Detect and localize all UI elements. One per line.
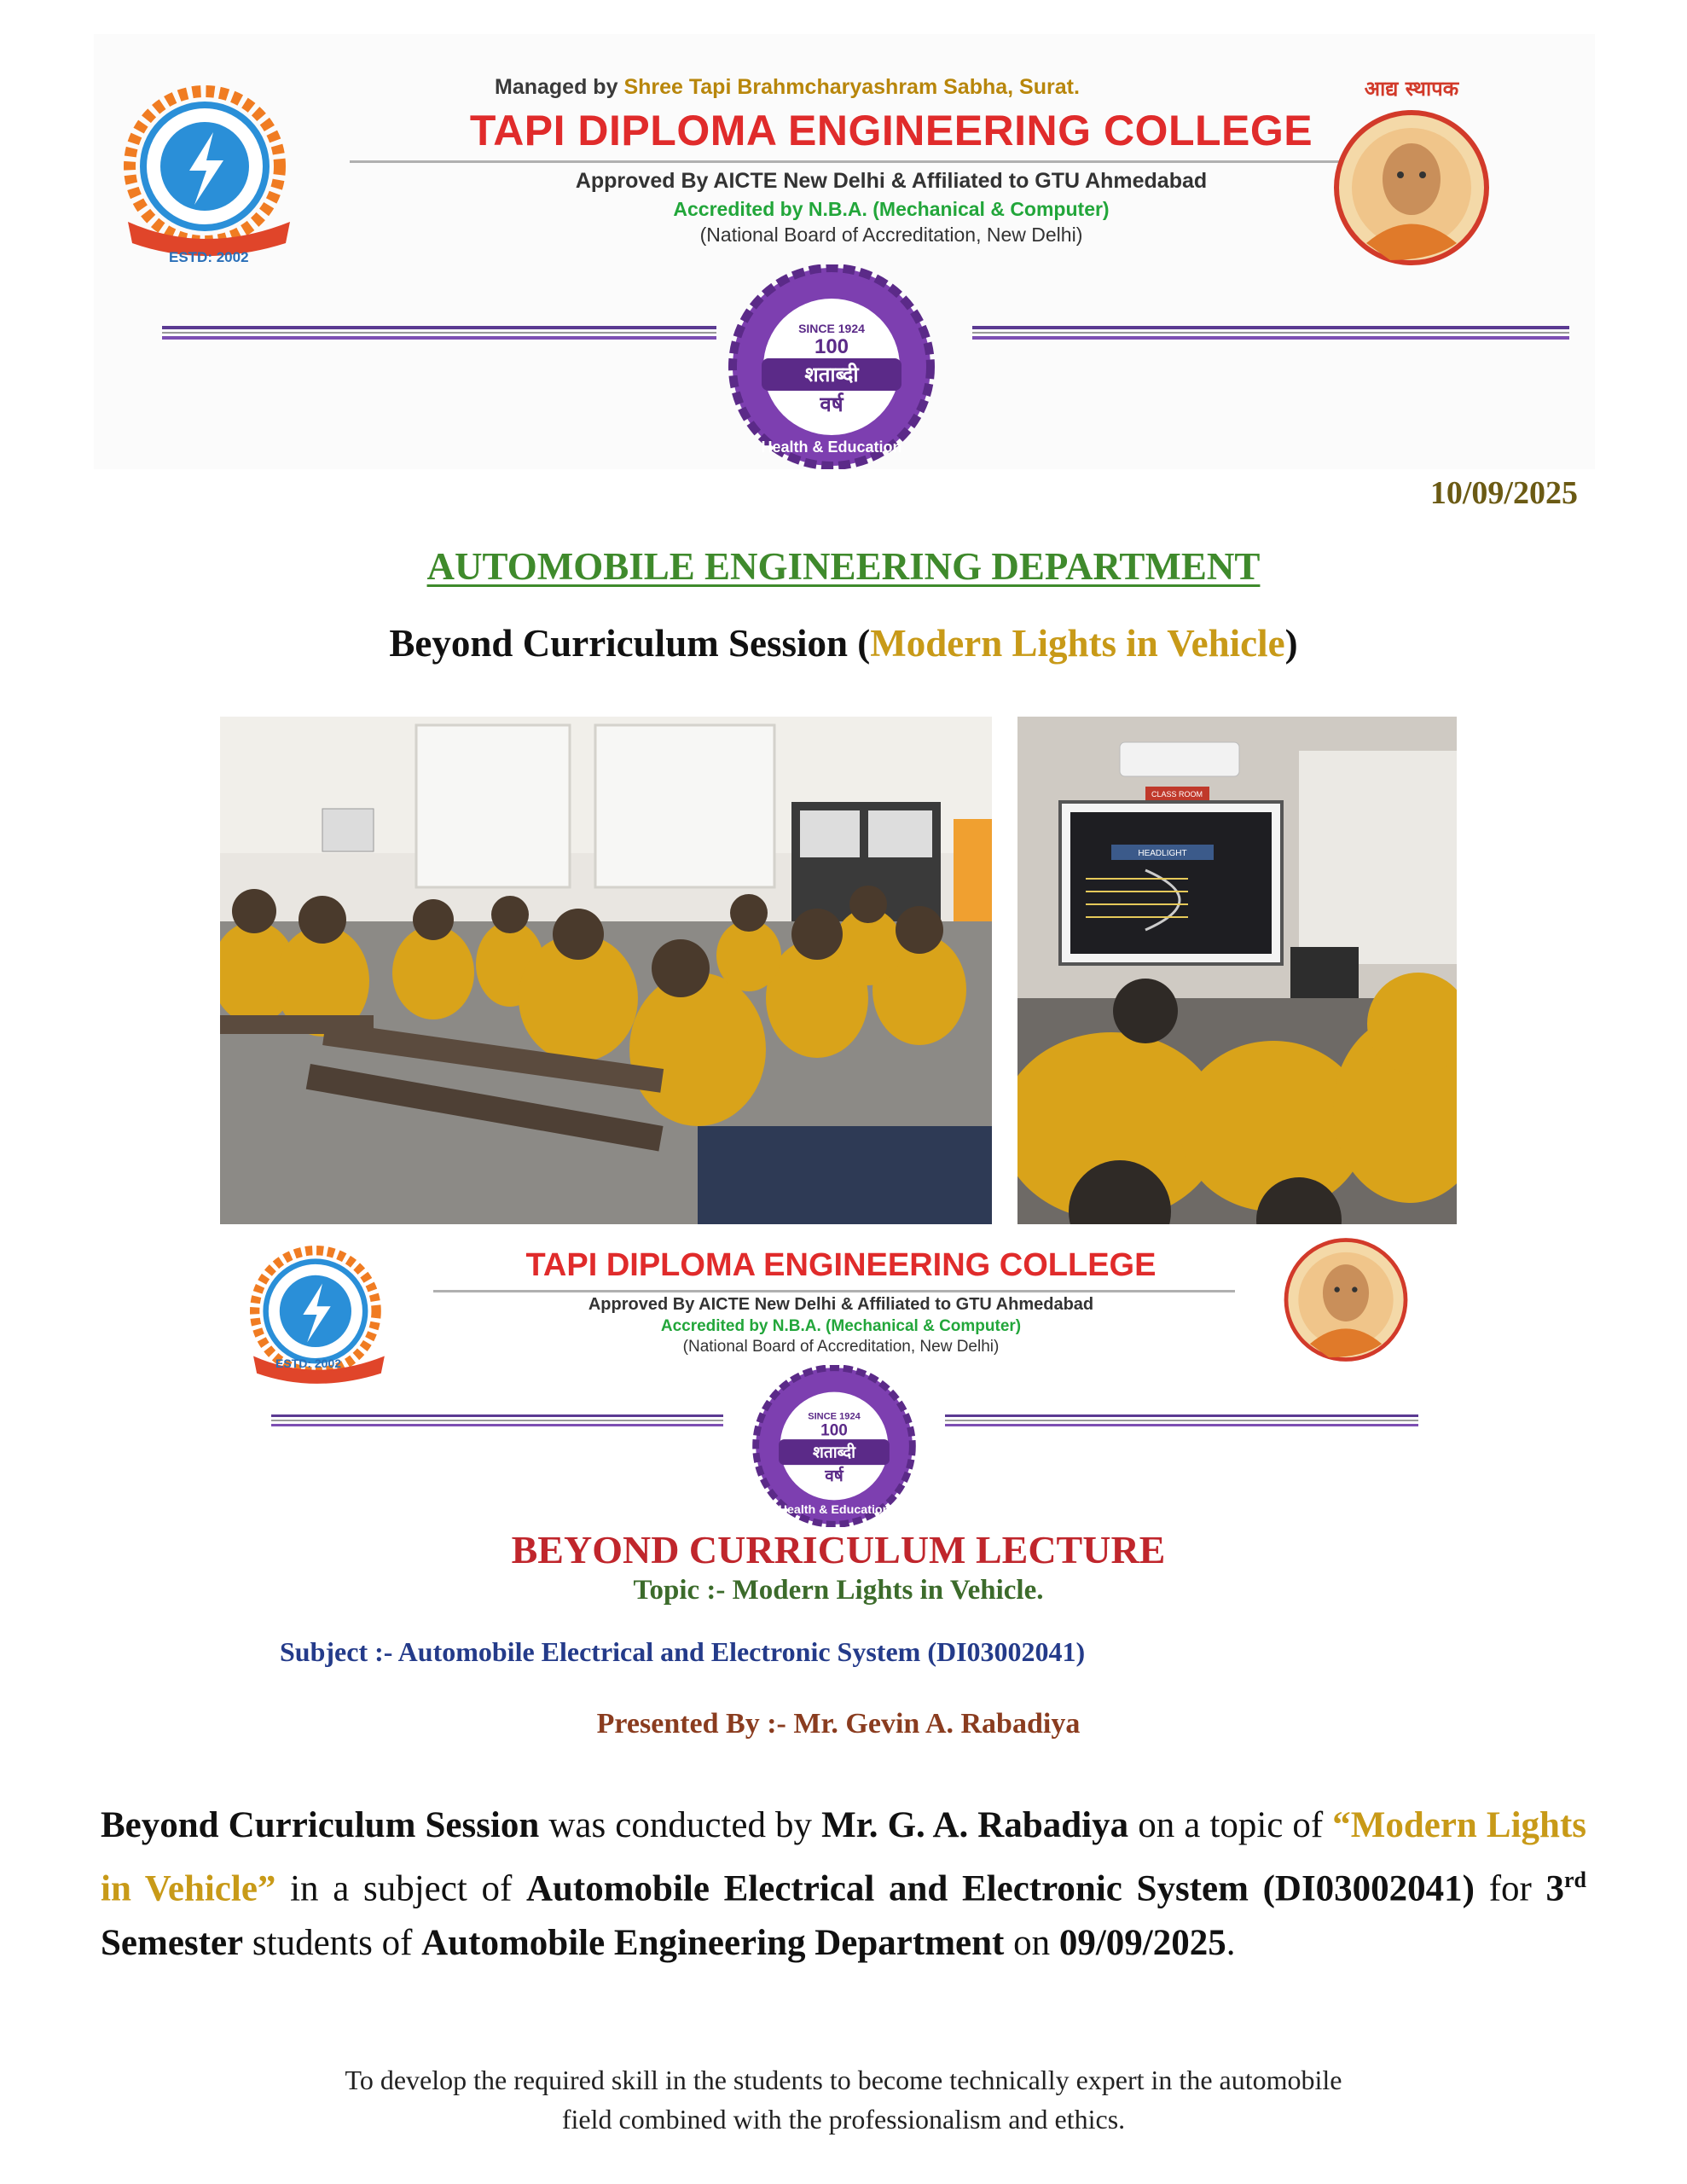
para-text: students of bbox=[243, 1923, 422, 1964]
mission-statement bbox=[0, 2060, 1687, 2139]
college-name: TAPI DIPLOMA ENGINEERING COLLEGE bbox=[469, 107, 1313, 154]
header-stripe-right bbox=[972, 326, 1569, 340]
para-text: was conducted by bbox=[539, 1805, 822, 1845]
poster-presenter: Presented By :- Mr. Gevin A. Rabadiya bbox=[596, 1708, 1081, 1740]
centenary-seal-icon bbox=[704, 264, 959, 469]
managing-org: Shree Tapi Brahmcharyashram Sabha, Surat. bbox=[623, 75, 1080, 99]
poster-seal-word1: शताब्दी bbox=[812, 1443, 856, 1462]
poster-seal-word2: वर्ष bbox=[825, 1467, 844, 1486]
managed-by-line bbox=[495, 75, 1080, 100]
para-date: 09/09/2025 bbox=[1058, 1923, 1226, 1964]
nba-line: (National Board of Accreditation, New Delhi) bbox=[699, 224, 1083, 246]
poster-estd-label: ESTD: 2002 bbox=[275, 1356, 342, 1370]
divider bbox=[433, 1290, 1235, 1292]
poster-topic: Topic :- Modern Lights in Vehicle. bbox=[633, 1575, 1044, 1606]
department-heading bbox=[0, 544, 1687, 589]
poster-founder-portrait-icon bbox=[1261, 1228, 1431, 1378]
para-text: in a subject of bbox=[275, 1868, 526, 1909]
para-text: for bbox=[1475, 1868, 1546, 1909]
poster-accreditation-line: Accredited by N.B.A. (Mechanical & Computer) bbox=[660, 1317, 1022, 1335]
founder-caption: आद्य स्थापक bbox=[1364, 77, 1459, 101]
session-heading bbox=[0, 621, 1687, 665]
para-subject: Automobile Electrical and Electronic System (DI03002041) bbox=[525, 1868, 1475, 1909]
document-date: 10/09/2025 bbox=[1429, 475, 1578, 511]
para-semester-number: 3 bbox=[1545, 1868, 1565, 1909]
classroom-photo-projector bbox=[1017, 717, 1457, 1224]
poster-stripe-left bbox=[271, 1414, 723, 1429]
accreditation-line: Accredited by N.B.A. (Mechanical & Computer) bbox=[673, 198, 1110, 220]
para-topic: “Modern Lights in Vehicle” bbox=[101, 1805, 1586, 1909]
screen-title: HEADLIGHT bbox=[1138, 849, 1187, 858]
poster-nba-line: (National Board of Accreditation, New Delhi) bbox=[682, 1338, 1000, 1356]
founder-portrait-icon bbox=[1305, 60, 1518, 282]
session-description bbox=[101, 1798, 1586, 1971]
college-letterhead bbox=[94, 34, 1595, 469]
mission-line-1: To develop the required skill in the students to become technically expert in the automobile bbox=[345, 2065, 1342, 2095]
poster-stripe-right bbox=[945, 1414, 1418, 1429]
para-department: Automobile Engineering Department bbox=[421, 1923, 1005, 1964]
seal-since: SINCE 1924 bbox=[798, 322, 865, 335]
seal-word2: वर्ष bbox=[820, 392, 844, 416]
poster-seal-bottom: Health & Education bbox=[778, 1503, 890, 1518]
poster-approval-line: Approved By AICTE New Delhi & Affiliated to GTU Ahmedabad bbox=[588, 1295, 1094, 1314]
seal-number: 100 bbox=[814, 335, 849, 358]
header-stripe-left bbox=[162, 326, 716, 340]
para-text: . bbox=[1226, 1923, 1236, 1964]
divider bbox=[350, 160, 1412, 163]
approval-line: Approved By AICTE New Delhi & Affiliated to GTU Ahmedabad bbox=[575, 169, 1208, 193]
session-prefix: Beyond Curriculum Session ( bbox=[389, 622, 871, 665]
para-session-label: Beyond Curriculum Session bbox=[101, 1805, 540, 1845]
managed-prefix: Managed by bbox=[495, 75, 618, 99]
poster-subject: Subject :- Automobile Electrical and Electronic System (DI03002041) bbox=[280, 1636, 1086, 1667]
seal-word1: शताब्दी bbox=[804, 363, 859, 386]
session-suffix: ) bbox=[1284, 622, 1298, 665]
estd-label: ESTD: 2002 bbox=[169, 249, 249, 265]
para-presenter: Mr. G. A. Rabadiya bbox=[821, 1805, 1129, 1845]
room-sign: CLASS ROOM bbox=[1151, 790, 1203, 799]
seal-bottom: Health & Education bbox=[761, 439, 902, 456]
session-topic: Modern Lights in Vehicle bbox=[870, 622, 1285, 665]
poster-lecture-title: BEYOND CURRICULUM LECTURE bbox=[511, 1528, 1166, 1571]
mission-line-2: field combined with the professionalism and ethics. bbox=[561, 2104, 1126, 2135]
poster-seal-since: SINCE 1924 bbox=[808, 1411, 861, 1422]
college-logo-icon bbox=[111, 85, 316, 264]
para-semester-suffix: rd bbox=[1564, 1867, 1587, 1892]
para-text: on a topic of bbox=[1128, 1805, 1333, 1845]
poster-seal-number: 100 bbox=[820, 1421, 848, 1440]
poster-college-name: TAPI DIPLOMA ENGINEERING COLLEGE bbox=[525, 1247, 1157, 1283]
department-title: AUTOMOBILE ENGINEERING DEPARTMENT bbox=[426, 545, 1261, 588]
para-semester-label: Semester bbox=[101, 1923, 244, 1964]
classroom-photo-students bbox=[220, 717, 992, 1224]
lecture-poster bbox=[220, 1228, 1457, 1766]
poster-centenary-seal-icon bbox=[723, 1365, 945, 1527]
para-text: on bbox=[1004, 1923, 1059, 1964]
